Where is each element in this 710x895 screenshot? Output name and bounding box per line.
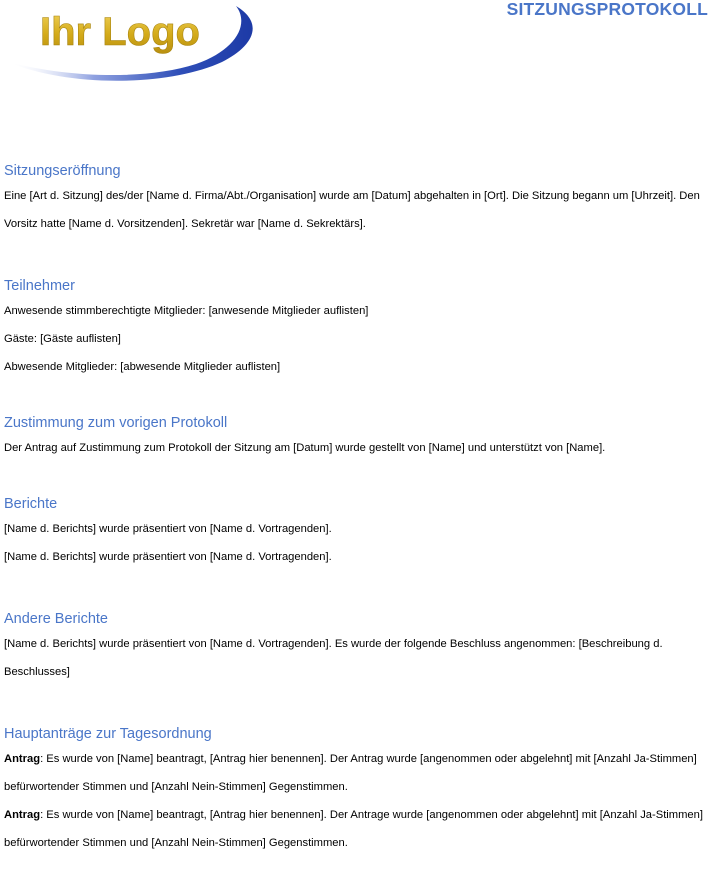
motion-paragraph: [4, 801, 706, 857]
section-attendees: [4, 275, 706, 381]
section-previous-minutes: [4, 412, 706, 462]
motion-paragraph: [4, 745, 706, 801]
section-heading: Sitzungseröffnung: [4, 163, 121, 179]
document-body: [4, 160, 706, 857]
section-opening: [4, 160, 706, 238]
motion-label: Antrag: [4, 809, 41, 821]
section-paragraph: [Name d. Berichts] wurde präsentiert von [Name d. Vortragenden].: [4, 551, 332, 563]
section-heading: Zustimmung zum vorigen Protokoll: [4, 415, 228, 431]
motion-text: : Es wurde von [Name] beantragt, [Antrag hier benennen]. Der Antrage wurde [angenommen oder abgelehnt] mit [Anzahl Ja-Stimmen] befürwortender Stimmen und [Anzahl Nein-Stimmen] Gegenstimmen.: [4, 809, 703, 849]
document-title: SITZUNGSPROTOKOLL: [506, 0, 708, 19]
section-heading: Teilnehmer: [4, 278, 75, 294]
section-heading: Hauptanträge zur Tagesordnung: [4, 726, 212, 742]
section-heading: Berichte: [4, 496, 58, 512]
section-paragraph: Abwesende Mitglieder: [abwesende Mitglieder auflisten]: [4, 361, 281, 373]
motion-label: Antrag: [4, 753, 41, 765]
section-paragraph: [Name d. Berichts] wurde präsentiert von [Name d. Vortragenden]. Es wurde der folgende Beschluss angenommen: [Beschreibung d. Beschlusses]: [4, 638, 663, 678]
section-paragraph: Der Antrag auf Zustimmung zum Protokoll der Sitzung am [Datum] wurde gestellt von [Name] und unterstützt von [Name].: [4, 442, 606, 454]
section-paragraph: Anwesende stimmberechtigte Mitglieder: [anwesende Mitglieder auflisten]: [4, 305, 369, 317]
motion-text: : Es wurde von [Name] beantragt, [Antrag hier benennen]. Der Antrag wurde [angenommen oder abgelehnt] mit [Anzahl Ja-Stimmen] befürwortender Stimmen und [Anzahl Nein-Stimmen] Gegenstimmen.: [4, 753, 697, 793]
section-heading: Andere Berichte: [4, 611, 108, 627]
section-main-motions: [4, 723, 706, 857]
section-reports: [4, 493, 706, 571]
section-other-reports: [4, 608, 706, 686]
logo-text: Ihr Logo: [40, 10, 200, 54]
section-paragraph: Gäste: [Gäste auflisten]: [4, 333, 121, 345]
section-paragraph: [Name d. Berichts] wurde präsentiert von [Name d. Vortragenden].: [4, 523, 332, 535]
company-logo: [0, 0, 300, 90]
section-paragraph: Eine [Art d. Sitzung] des/der [Name d. Firma/Abt./Organisation] wurde am [Datum] abgehalten in [Ort]. Die Sitzung begann um [Uhrzeit]. Den Vorsitz hatte [Name d. Vorsitzenden]. Sekretär war [Name d. Sekrektärs].: [4, 190, 700, 230]
